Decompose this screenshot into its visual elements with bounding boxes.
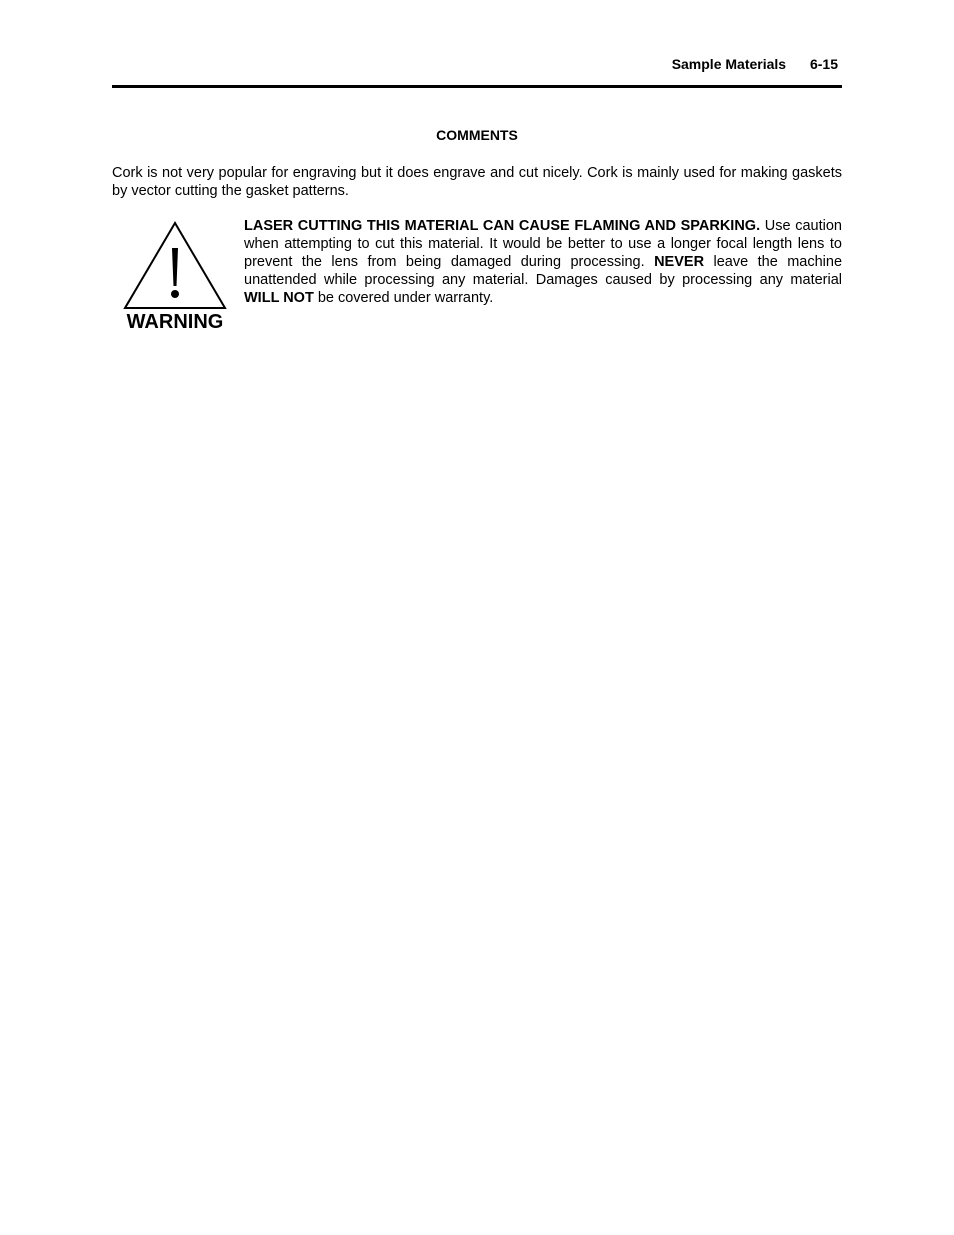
warning-lead: LASER CUTTING THIS MATERIAL CAN CAUSE FLAMING AND SPARKING. bbox=[244, 218, 761, 234]
section-title: Sample Materials bbox=[671, 56, 787, 72]
header-rule bbox=[112, 85, 842, 88]
warning-text-2: leave the machine unattended while processing any material. Damages caused by processing any material bbox=[244, 254, 843, 288]
comments-paragraph: Cork is not very popular for engraving but it does engrave and cut nicely. Cork is mainly used for making gaskets by vector cutting the gasket patterns. bbox=[112, 165, 842, 199]
warning-label: WARNING bbox=[126, 311, 224, 333]
comments-heading: COMMENTS bbox=[436, 127, 518, 143]
warning-emph-will-not: WILL NOT bbox=[244, 290, 314, 306]
warning-emph-never: NEVER bbox=[654, 254, 705, 270]
page-header bbox=[672, 56, 838, 72]
warning-text-1: Use caution when attempting to cut this material. It would be better to use a longer focal length lens to prevent the lens from being damaged during processing. bbox=[244, 218, 842, 270]
warning-text-3: be covered under warranty. bbox=[313, 290, 494, 306]
warning-text bbox=[244, 217, 842, 307]
page-number: 6-15 bbox=[809, 56, 838, 72]
warning-triangle-icon bbox=[122, 218, 230, 334]
